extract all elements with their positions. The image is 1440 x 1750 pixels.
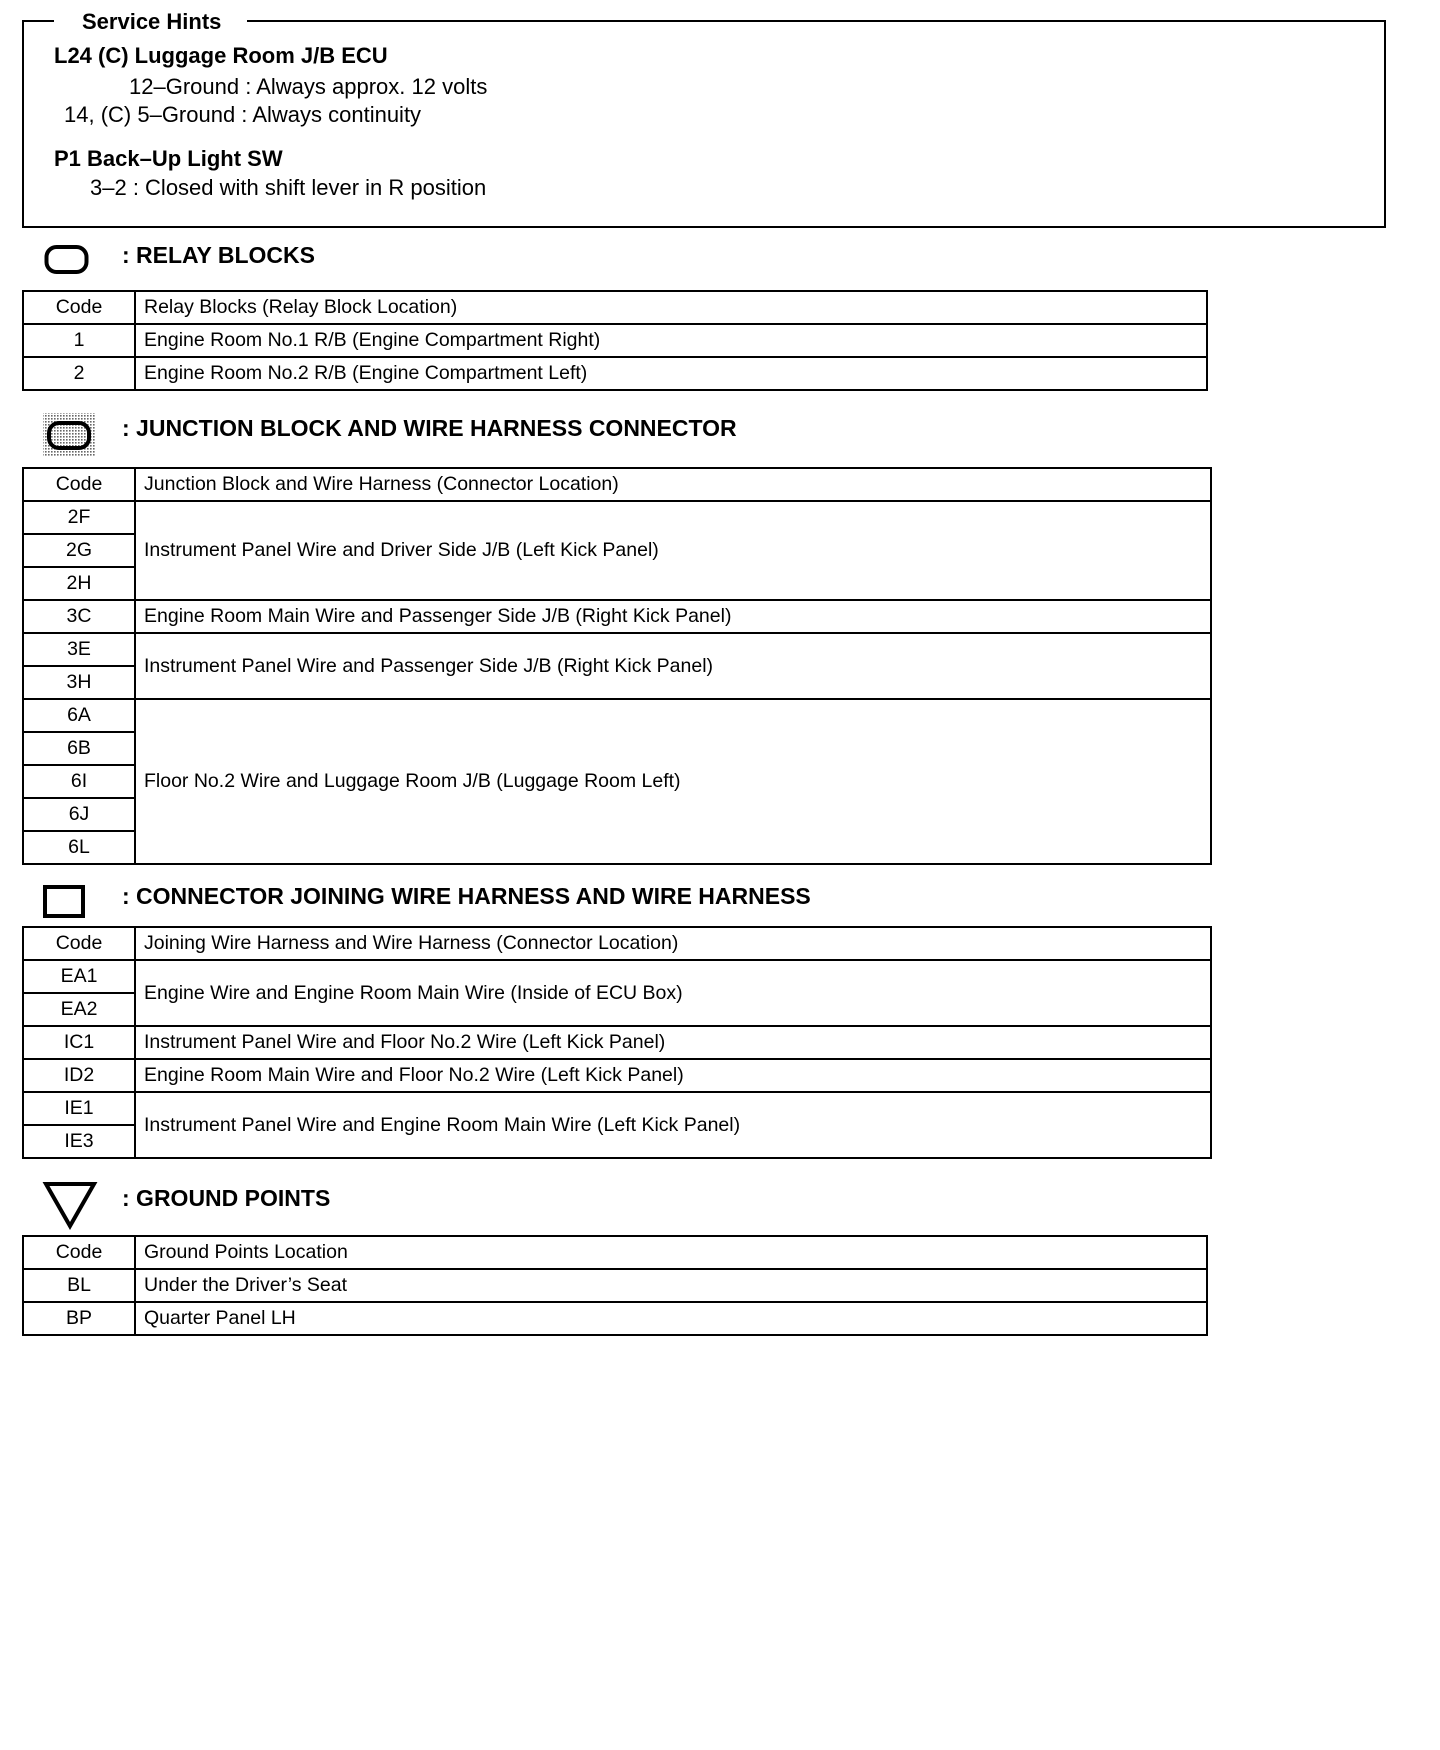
relay-blocks-table (22, 290, 1208, 391)
table-row (23, 633, 1211, 666)
rounded-rectangle-icon (44, 244, 90, 276)
code-cell: 6L (23, 831, 135, 864)
code-cell: 6I (23, 765, 135, 798)
code-cell: IE1 (23, 1092, 135, 1125)
code-cell: 2H (23, 567, 135, 600)
description-cell: Engine Wire and Engine Room Main Wire (Inside of ECU Box) (135, 960, 1211, 1026)
description-cell: Instrument Panel Wire and Driver Side J/B (Left Kick Panel) (135, 501, 1211, 600)
code-cell: 2 (23, 357, 135, 390)
table-row (23, 1026, 1211, 1059)
section-heading-ground-points: : GROUND POINTS (122, 1185, 331, 1211)
column-header-code: Code (23, 468, 135, 501)
connector-joining-table (22, 926, 1212, 1159)
table-header-row (23, 1236, 1207, 1269)
description-cell: Engine Room No.2 R/B (Engine Compartment Left) (135, 357, 1207, 390)
code-cell: EA2 (23, 993, 135, 1026)
code-cell: 3C (23, 600, 135, 633)
code-cell: ID2 (23, 1059, 135, 1092)
table-row (23, 600, 1211, 633)
ground-triangle-icon (42, 1180, 98, 1230)
description-cell: Quarter Panel LH (135, 1302, 1207, 1335)
code-cell: BP (23, 1302, 135, 1335)
description-cell: Instrument Panel Wire and Passenger Side J/B (Right Kick Panel) (135, 633, 1211, 699)
square-icon (42, 884, 88, 920)
table-row (23, 960, 1211, 993)
shaded-rounded-rectangle-icon (42, 412, 98, 458)
table-header-row (23, 468, 1211, 501)
table-row (23, 1302, 1207, 1335)
code-cell: IC1 (23, 1026, 135, 1059)
code-cell: IE3 (23, 1125, 135, 1158)
ground-points-table (22, 1235, 1208, 1336)
table-row (23, 1092, 1211, 1125)
section-heading-junction-block: : JUNCTION BLOCK AND WIRE HARNESS CONNECTOR (122, 415, 737, 441)
code-cell: 6B (23, 732, 135, 765)
code-cell: EA1 (23, 960, 135, 993)
column-header-description: Joining Wire Harness and Wire Harness (Connector Location) (135, 927, 1211, 960)
table-row (23, 501, 1211, 534)
table-row (23, 324, 1207, 357)
description-cell: Under the Driver’s Seat (135, 1269, 1207, 1302)
table-row (23, 699, 1211, 732)
table-header-row (23, 291, 1207, 324)
service-hints-box (22, 9, 1386, 228)
service-hints-title: Service Hints (54, 9, 247, 35)
code-cell: 2F (23, 501, 135, 534)
table-row (23, 1059, 1211, 1092)
hint-title-l24: L24 (C) Luggage Room J/B ECU (54, 43, 388, 68)
column-header-code: Code (23, 1236, 135, 1269)
description-cell: Instrument Panel Wire and Engine Room Main Wire (Left Kick Panel) (135, 1092, 1211, 1158)
table-row (23, 357, 1207, 390)
code-cell: BL (23, 1269, 135, 1302)
section-heading-connector-joining: : CONNECTOR JOINING WIRE HARNESS AND WIRE HARNESS (122, 883, 811, 909)
code-cell: 2G (23, 534, 135, 567)
column-header-code: Code (23, 291, 135, 324)
code-cell: 3E (23, 633, 135, 666)
hint-line: 14, (C) 5–Ground : Always continuity (64, 102, 422, 127)
description-cell: Instrument Panel Wire and Floor No.2 Wire (Left Kick Panel) (135, 1026, 1211, 1059)
hint-line: 12–Ground : Always approx. 12 volts (129, 74, 488, 99)
column-header-description: Ground Points Location (135, 1236, 1207, 1269)
description-cell: Engine Room Main Wire and Passenger Side J/B (Right Kick Panel) (135, 600, 1211, 633)
code-cell: 3H (23, 666, 135, 699)
description-cell: Floor No.2 Wire and Luggage Room J/B (Luggage Room Left) (135, 699, 1211, 864)
column-header-code: Code (23, 927, 135, 960)
code-cell: 6J (23, 798, 135, 831)
code-cell: 1 (23, 324, 135, 357)
column-header-description: Junction Block and Wire Harness (Connector Location) (135, 468, 1211, 501)
hint-line: 3–2 : Closed with shift lever in R position (90, 175, 487, 200)
description-cell: Engine Room Main Wire and Floor No.2 Wire (Left Kick Panel) (135, 1059, 1211, 1092)
table-row (23, 1269, 1207, 1302)
table-header-row (23, 927, 1211, 960)
column-header-description: Relay Blocks (Relay Block Location) (135, 291, 1207, 324)
code-cell: 6A (23, 699, 135, 732)
junction-block-table (22, 467, 1212, 865)
section-heading-relay-blocks: : RELAY BLOCKS (122, 242, 315, 268)
hint-title-p1: P1 Back–Up Light SW (54, 146, 283, 171)
description-cell: Engine Room No.1 R/B (Engine Compartment Right) (135, 324, 1207, 357)
